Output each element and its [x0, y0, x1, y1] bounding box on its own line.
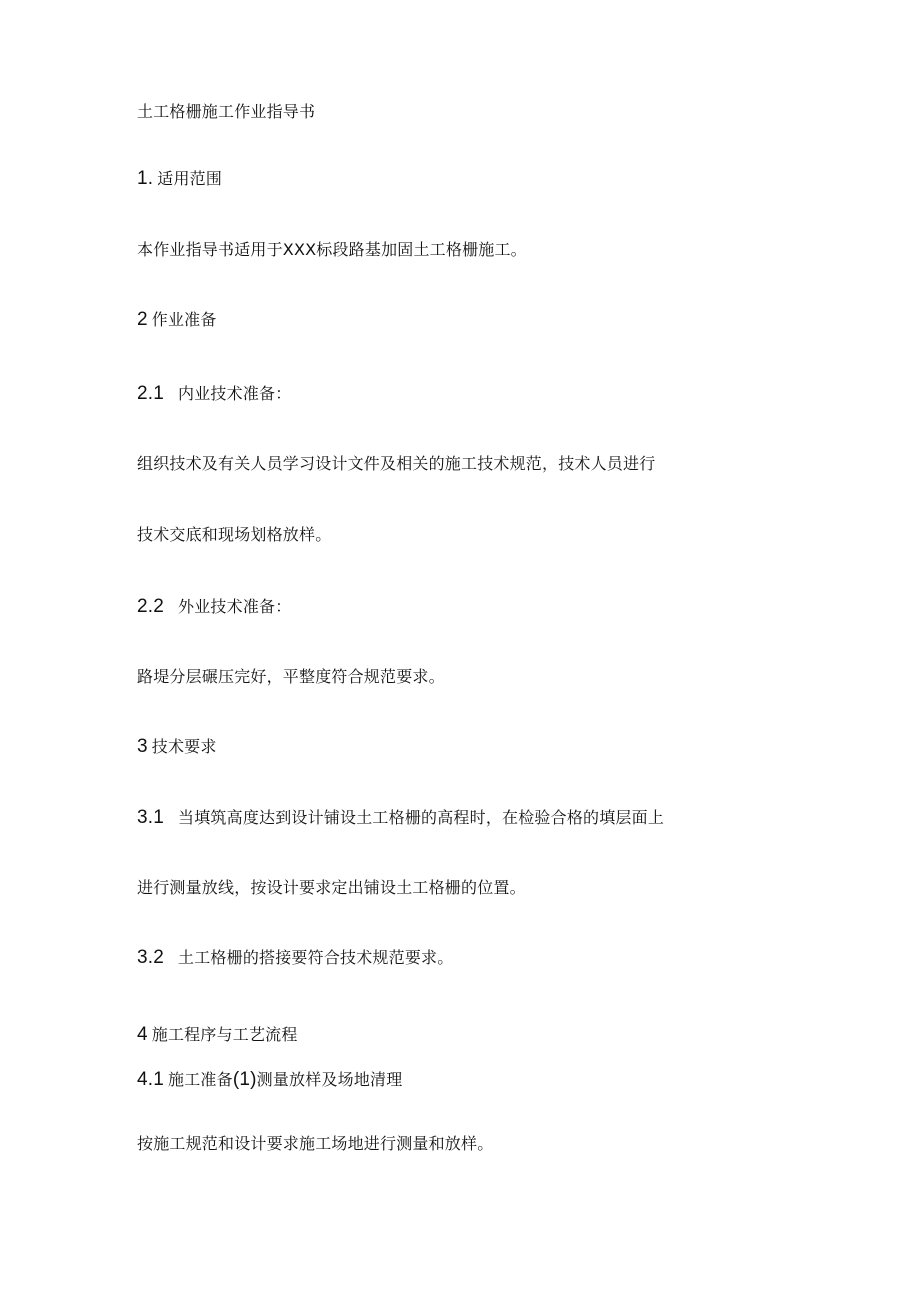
section-2-2-number: 2.2: [137, 596, 165, 617]
section-3-1-text-line-2: 进行测量放线，按设计要求定出铺设土工格栅的位置。: [137, 878, 526, 897]
section-2-number: 2: [137, 309, 148, 330]
section-1-heading: [137, 168, 222, 190]
section-2-1-heading: [137, 383, 291, 405]
section-2-2-body: [137, 666, 445, 688]
section-4-number: 4: [137, 1024, 148, 1045]
section-3-1-line-1: [137, 807, 664, 829]
section-4-1-sub-title: 测量放样及场地清理: [256, 1070, 403, 1089]
section-3-1-text-line-1: 当填筑高度达到设计铺设土工格栅的高程时，在检验合格的填层面上: [178, 808, 665, 827]
section-3-2-text: 土工格栅的搭接要符合技术规范要求。: [178, 948, 454, 967]
section-4-1-title: 施工准备: [168, 1070, 233, 1089]
section-3-title: 技术要求: [151, 737, 217, 756]
section-2-1-paragraph-line-1: 组织技术及有关人员学习设计文件及相关的施工技术规范，技术人员进行: [137, 454, 656, 473]
section-3-number: 3: [137, 736, 148, 757]
section-1-number: 1.: [137, 168, 154, 189]
section-2-1-body-line-1: [137, 453, 655, 475]
section-3-heading: [137, 736, 217, 758]
section-4-1-sub-number: (1): [232, 1069, 257, 1090]
section-2-1-title: 内业技术准备：: [178, 384, 292, 403]
section-2-1-number: 2.1: [137, 383, 165, 404]
section-2-1-body-line-2: [137, 524, 331, 546]
section-1-body: [137, 239, 527, 261]
section-2-2-heading: [137, 596, 291, 618]
section-4-title: 施工程序与工艺流程: [151, 1025, 298, 1044]
section-2-heading: [137, 309, 217, 331]
section-4-1-heading: [137, 1069, 402, 1091]
section-3-1-number: 3.1: [137, 807, 165, 828]
section-4-heading: [137, 1024, 298, 1046]
section-1-paragraph: 本作业指导书适用于XXX标段路基加固土工格栅施工。: [137, 240, 527, 259]
section-2-2-title: 外业技术准备：: [178, 597, 292, 616]
section-2-title: 作业准备: [151, 310, 217, 329]
section-4-1-body: [137, 1133, 493, 1155]
section-3-2-number: 3.2: [137, 947, 165, 968]
document-title: [137, 101, 315, 123]
section-3-1-line-2: [137, 877, 526, 899]
section-4-1-number: 4.1: [137, 1069, 165, 1090]
section-2-1-paragraph-line-2: 技术交底和现场划格放样。: [137, 525, 332, 544]
section-3-2-line: [137, 947, 453, 969]
section-1-title: 适用范围: [157, 169, 223, 188]
document-title-text: 土工格栅施工作业指导书: [137, 102, 316, 121]
section-2-2-paragraph: 路堤分层碾压完好，平整度符合规范要求。: [137, 667, 445, 686]
section-4-1-paragraph: 按施工规范和设计要求施工场地进行测量和放样。: [137, 1134, 494, 1153]
